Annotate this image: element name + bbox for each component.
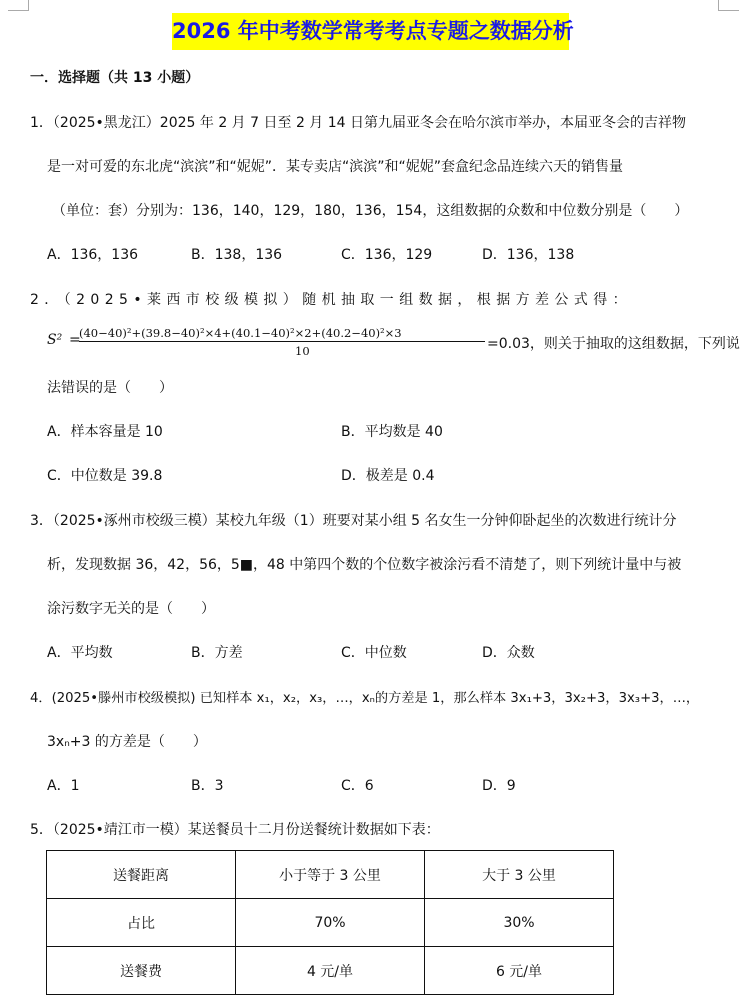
q3-line-1: 3．（2025•涿州市校级三模）某校九年级（1）班要对某小组 5 名女生一分钟仰卧起坐的次数进行统计分: [30, 513, 677, 529]
delivery-table: [46, 850, 614, 995]
q3-option-a[interactable]: A．平均数: [47, 645, 113, 661]
q1-option-d[interactable]: D．136，138: [482, 247, 575, 263]
q4-option-a[interactable]: A．1: [47, 778, 80, 794]
table-row: [47, 947, 614, 995]
table-cell: 大于 3 公里: [425, 851, 614, 899]
table-cell: 4 元/单: [236, 947, 425, 995]
table-cell: 70%: [236, 899, 425, 947]
q2-option-d[interactable]: D．极差是 0.4: [341, 468, 435, 484]
table-row: [47, 899, 614, 947]
q2-option-a[interactable]: A．样本容量是 10: [47, 424, 163, 440]
table-cell: 小于等于 3 公里: [236, 851, 425, 899]
table-cell: 占比: [47, 899, 236, 947]
formula-numerator: (40−40)²+(39.8−40)²×4+(40.1−40)²×2+(40.2−40)²×3: [79, 326, 485, 342]
page-corner-mark-left: [8, 0, 29, 11]
q4-line-1: 4．(2025•滕州市校级模拟) 已知样本 x₁，x₂，x₃，…，xₙ的方差是 1，那么样本 3x₁+3，3x₂+3，3x₃+3，…，: [30, 691, 700, 706]
variance-symbol: S²: [47, 332, 63, 348]
q2-option-b[interactable]: B．平均数是 40: [341, 424, 443, 440]
page-corner-mark-right: [718, 0, 739, 11]
q1-option-b[interactable]: B．138，136: [191, 247, 283, 263]
table-cell: 送餐距离: [47, 851, 236, 899]
table-cell: 30%: [425, 899, 614, 947]
q1-option-a[interactable]: A．136，136: [47, 247, 139, 263]
q3-option-d[interactable]: D．众数: [482, 645, 535, 661]
q3-option-c[interactable]: C．中位数: [341, 645, 407, 661]
page-title: 2026 年中考数学常考考点专题之数据分析: [172, 13, 569, 50]
q2-line-2-rest: =0.03，则关于抽取的这组数据，下列说: [487, 336, 740, 352]
section-heading: 一．选择题（共 13 小题）: [30, 70, 200, 86]
table-cell: 送餐费: [47, 947, 236, 995]
q3-line-3: 涂污数字无关的是（ ）: [47, 601, 215, 617]
q1-line-3: （单位：套）分别为：136，140，129，180，136，154，这组数据的众数和中位数分别是（ ）: [52, 203, 689, 219]
table-row: [47, 851, 614, 899]
q2-line-1: 2．（2025•莱西市校级模拟）随机抽取一组数据，根据方差公式得：: [30, 292, 632, 308]
q5-line-1: 5．（2025•靖江市一模）某送餐员十二月份送餐统计数据如下表：: [30, 822, 440, 838]
table-cell: 6 元/单: [425, 947, 614, 995]
formula-denominator: 10: [295, 344, 310, 358]
formula-equals: =: [69, 332, 81, 348]
q3-line-2: 析，发现数据 36，42，56，5■，48 中第四个数的个位数字被涂污看不清楚了，则下列统计量中与被: [47, 557, 682, 573]
q4-option-b[interactable]: B．3: [191, 778, 224, 794]
q4-line-2: 3xₙ+3 的方差是（ ）: [47, 734, 207, 750]
q3-option-b[interactable]: B．方差: [191, 645, 243, 661]
q4-option-c[interactable]: C．6: [341, 778, 374, 794]
q4-option-d[interactable]: D．9: [482, 778, 516, 794]
q1-option-c[interactable]: C．136，129: [341, 247, 433, 263]
q1-line-2: 是一对可爱的东北虎“滨滨”和“妮妮”．某专卖店“滨滨”和“妮妮”套盒纪念品连续六天的销售量: [47, 159, 624, 175]
q2-line-3: 法错误的是（ ）: [47, 380, 173, 396]
q1-line-1: 1．（2025•黑龙江）2025 年 2 月 7 日至 2 月 14 日第九届亚冬会在哈尔滨市举办，本届亚冬会的吉祥物: [30, 115, 687, 131]
q2-option-c[interactable]: C．中位数是 39.8: [47, 468, 163, 484]
